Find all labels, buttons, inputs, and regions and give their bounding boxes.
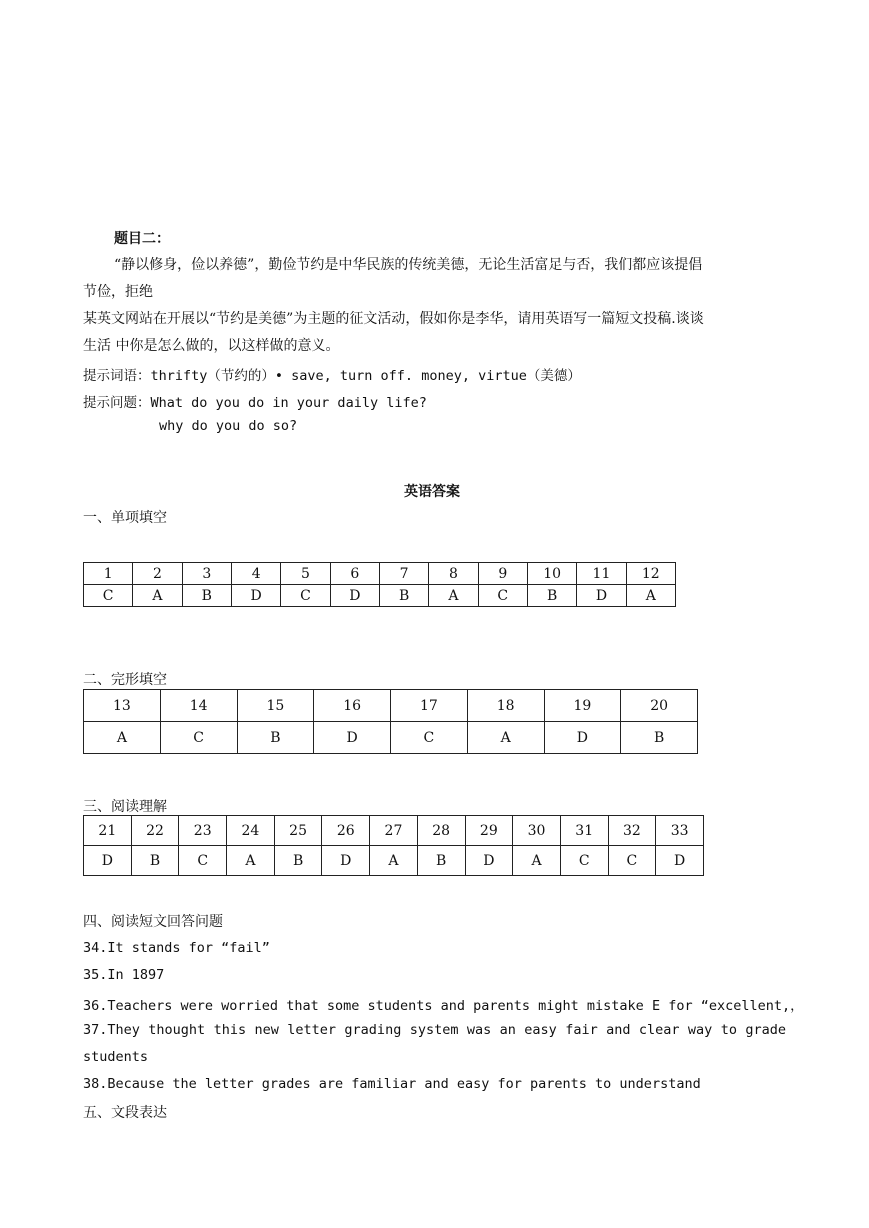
hint-question-1: What do you do in your daily life? bbox=[150, 395, 427, 411]
answer-key-cell: C bbox=[560, 846, 608, 876]
question-number-cell: 4 bbox=[231, 563, 280, 585]
question-number-cell: 20 bbox=[621, 690, 698, 722]
task-paragraph-1-line-1: “静以修身，俭以养德”，勤俭节约是中华民族的传统美德，无论生活富足与否，我们都应该提倡 bbox=[114, 257, 703, 273]
answer-key-cell: C bbox=[160, 722, 237, 754]
question-number-cell: 29 bbox=[465, 816, 513, 846]
question-number-cell: 5 bbox=[281, 563, 330, 585]
answer-38: 38.Because the letter grades are familiar and easy for parents to understand bbox=[83, 1076, 701, 1092]
section-3-table bbox=[83, 815, 704, 876]
question-number-cell: 28 bbox=[417, 816, 465, 846]
question-number-cell: 8 bbox=[429, 563, 478, 585]
question-number-cell: 9 bbox=[478, 563, 527, 585]
section-1-heading: 一、单项填空 bbox=[83, 510, 167, 526]
question-number-cell: 16 bbox=[314, 690, 391, 722]
answer-key-cell: B bbox=[237, 722, 314, 754]
section-1-table bbox=[83, 562, 676, 607]
answer-36: 36.Teachers were worried that some students and parents might mistake E for “excellent,， bbox=[83, 998, 804, 1014]
answer-key-cell: D bbox=[656, 846, 704, 876]
answer-key-cell: B bbox=[131, 846, 179, 876]
question-number-cell: 10 bbox=[527, 563, 576, 585]
answer-key-cell: A bbox=[227, 846, 275, 876]
answers-title: 英语答案 bbox=[404, 484, 460, 500]
question-number-cell: 19 bbox=[544, 690, 621, 722]
answer-key-cell: D bbox=[465, 846, 513, 876]
question-number-cell: 30 bbox=[513, 816, 561, 846]
question-number-cell: 32 bbox=[608, 816, 656, 846]
answer-key-cell: D bbox=[577, 585, 626, 607]
task-paragraph-2-line-2: 生活 中你是怎么做的，以这样做的意义。 bbox=[83, 338, 340, 354]
question-number-cell: 1 bbox=[84, 563, 133, 585]
answer-key-cell: B bbox=[527, 585, 576, 607]
hint-question-2: why do you do so? bbox=[159, 418, 298, 434]
answer-key-cell: B bbox=[417, 846, 465, 876]
section-3-heading: 三、阅读理解 bbox=[83, 799, 167, 815]
answer-35: 35.In 1897 bbox=[83, 967, 165, 983]
question-number-cell: 23 bbox=[179, 816, 227, 846]
question-number-cell: 22 bbox=[131, 816, 179, 846]
answer-34: 34.It stands for “fail” bbox=[83, 940, 270, 956]
question-number-cell: 25 bbox=[274, 816, 322, 846]
answer-key-cell: A bbox=[84, 722, 161, 754]
question-number-cell: 6 bbox=[330, 563, 379, 585]
answer-key-cell: C bbox=[179, 846, 227, 876]
task-paragraph-1-line-2: 节俭，拒绝 bbox=[83, 284, 153, 300]
answer-key-cell: D bbox=[544, 722, 621, 754]
answer-37-line-2: students bbox=[83, 1049, 149, 1065]
answer-key-cell: A bbox=[370, 846, 418, 876]
answer-key-cell: C bbox=[608, 846, 656, 876]
answer-key-cell: A bbox=[429, 585, 478, 607]
question-number-cell: 31 bbox=[560, 816, 608, 846]
answer-key-cell: D bbox=[84, 846, 132, 876]
question-number-cell: 18 bbox=[467, 690, 544, 722]
question-number-cell: 24 bbox=[227, 816, 275, 846]
answer-key-cell: A bbox=[133, 585, 182, 607]
task-paragraph-2-line-1: 某英文网站在开展以“节约是美德”为主题的征文活动，假如你是李华，请用英语写一篇短文投稿.谈谈 bbox=[83, 311, 704, 327]
section-1-key-row bbox=[84, 585, 676, 607]
answer-key-cell: B bbox=[274, 846, 322, 876]
question-number-cell: 14 bbox=[160, 690, 237, 722]
question-number-cell: 21 bbox=[84, 816, 132, 846]
section-3-key-row bbox=[84, 846, 704, 876]
question-number-cell: 7 bbox=[379, 563, 428, 585]
section-2-table bbox=[83, 689, 698, 754]
hint-questions-label-text: 提示问题： bbox=[83, 395, 151, 411]
question-number-cell: 17 bbox=[391, 690, 468, 722]
answer-key-cell: C bbox=[391, 722, 468, 754]
answer-key-cell: D bbox=[322, 846, 370, 876]
question-number-cell: 33 bbox=[656, 816, 704, 846]
answer-key-cell: D bbox=[231, 585, 280, 607]
question-number-cell: 11 bbox=[577, 563, 626, 585]
section-5-heading: 五、文段表达 bbox=[83, 1105, 167, 1121]
question-number-cell: 2 bbox=[133, 563, 182, 585]
section-3-number-row bbox=[84, 816, 704, 846]
task-title: 题目二： bbox=[114, 231, 170, 247]
answer-key-cell: A bbox=[513, 846, 561, 876]
answer-key-cell: B bbox=[182, 585, 231, 607]
hint-questions-label bbox=[83, 391, 427, 411]
answer-key-cell: D bbox=[330, 585, 379, 607]
answer-key-cell: B bbox=[379, 585, 428, 607]
question-number-cell: 15 bbox=[237, 690, 314, 722]
question-number-cell: 26 bbox=[322, 816, 370, 846]
question-number-cell: 12 bbox=[626, 563, 675, 585]
section-2-number-row bbox=[84, 690, 698, 722]
answer-37-line-1: 37.They thought this new letter grading system was an easy fair and clear way to grade bbox=[83, 1022, 786, 1038]
answer-key-cell: B bbox=[621, 722, 698, 754]
hint-words: 提示词语：thrifty（节约的）• save, turn off. money, virtue（美德） bbox=[83, 368, 581, 384]
question-number-cell: 27 bbox=[370, 816, 418, 846]
answer-key-cell: C bbox=[84, 585, 133, 607]
answer-key-cell: A bbox=[467, 722, 544, 754]
question-number-cell: 13 bbox=[84, 690, 161, 722]
answer-key-cell: A bbox=[626, 585, 675, 607]
section-2-heading: 二、完形填空 bbox=[83, 672, 167, 688]
answer-key-cell: D bbox=[314, 722, 391, 754]
section-1-number-row bbox=[84, 563, 676, 585]
section-2-key-row bbox=[84, 722, 698, 754]
section-4-heading: 四、阅读短文回答问题 bbox=[83, 914, 223, 930]
answer-key-cell: C bbox=[281, 585, 330, 607]
question-number-cell: 3 bbox=[182, 563, 231, 585]
answer-key-cell: C bbox=[478, 585, 527, 607]
